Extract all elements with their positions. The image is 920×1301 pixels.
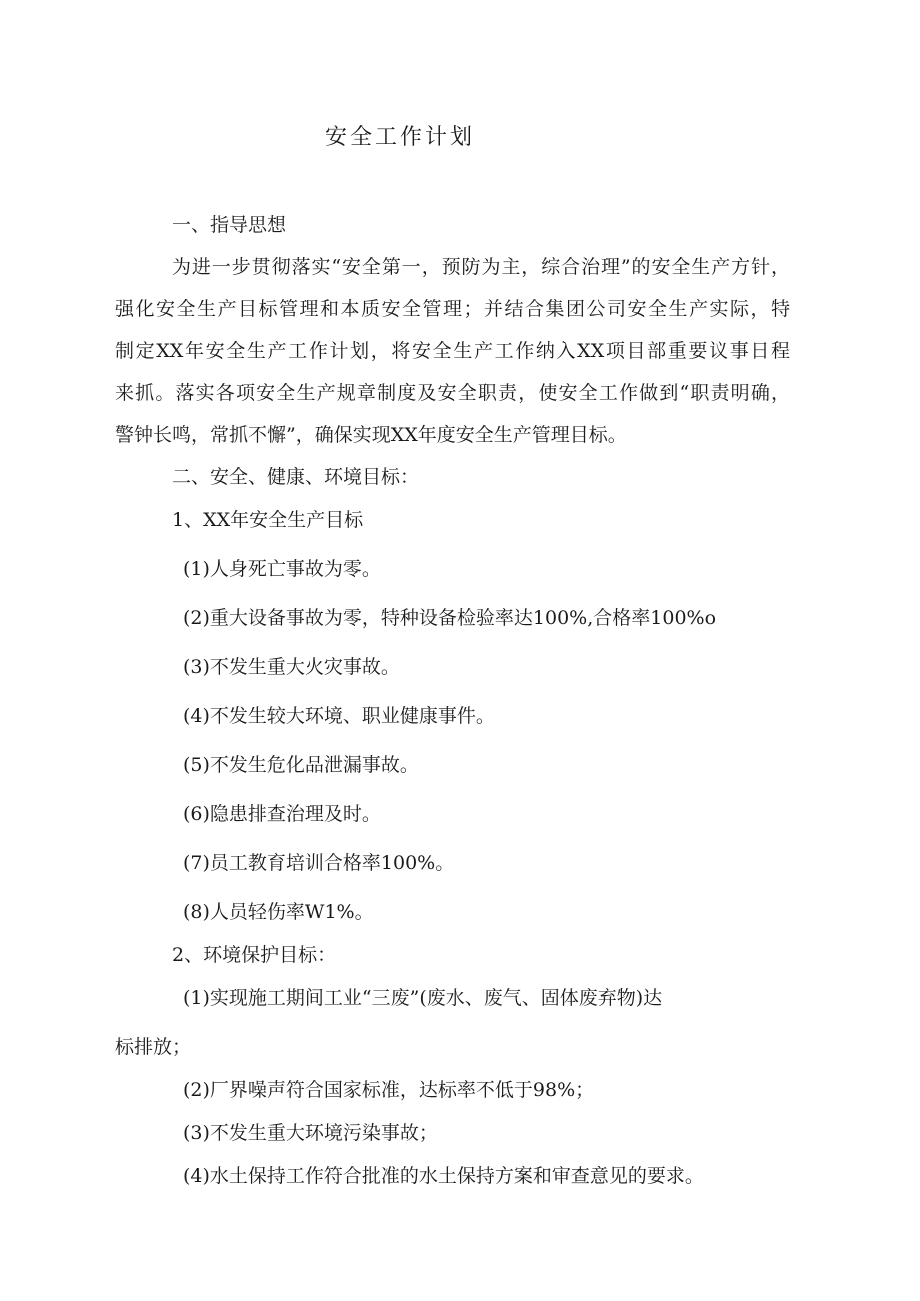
paragraph-line: 强化安全生产目标管理和本质安全管理；并结合集团公司安全生产实际，特 [115, 298, 790, 320]
section-heading-guiding-ideology: 一、指导思想 [172, 214, 287, 236]
list-item: (6)隐患排查治理及时。 [183, 803, 381, 825]
list-item-continuation: 标排放； [115, 1036, 192, 1058]
paragraph-line: 来抓。落实各项安全生产规章制度及安全职责，使安全工作做到“职责明确， [115, 382, 790, 404]
paragraph-line: 警钟长鸣，常抓不懈”，确保实现XX年度安全生产管理目标。 [115, 424, 627, 446]
list-item: (1)人身死亡事故为零。 [183, 558, 381, 580]
paragraph-line: 为进一步贯彻落实“安全第一，预防为主，综合治理”的安全生产方针， [172, 256, 790, 278]
list-item: (8)人员轻伤率W1%。 [183, 901, 374, 923]
list-item: (3)不发生重大火灾事故。 [183, 656, 400, 678]
list-item: (2)厂界噪声符合国家标准，达标率不低于98%； [183, 1079, 595, 1101]
document-title: 安全工作计划 [324, 125, 475, 150]
list-item: (4)不发生较大环境、职业健康事件。 [183, 705, 495, 727]
list-item: (4)水土保持工作符合批准的水土保持方案和审查意见的要求。 [183, 1165, 704, 1187]
subsection-heading-environment-targets: 2、环境保护目标： [172, 944, 337, 966]
paragraph-line: 制定XX年安全生产工作计划，将安全生产工作纳入XX项目部重要议事日程 [115, 340, 790, 362]
section-heading-targets: 二、安全、健康、环境目标： [172, 466, 420, 488]
subsection-heading-safety-targets: 1、XX年安全生产目标 [172, 509, 364, 531]
list-item: (7)员工教育培训合格率100%。 [183, 852, 455, 874]
list-item: (2)重大设备事故为零，特种设备检验率达100%,合格率100%o [183, 607, 717, 629]
list-item: (3)不发生重大环境污染事故； [183, 1122, 438, 1144]
list-item: (1)实现施工期间工业“三废”(废水、废气、固体废弃物)达 [183, 987, 663, 1009]
list-item: (5)不发生危化品泄漏事故。 [183, 754, 419, 776]
